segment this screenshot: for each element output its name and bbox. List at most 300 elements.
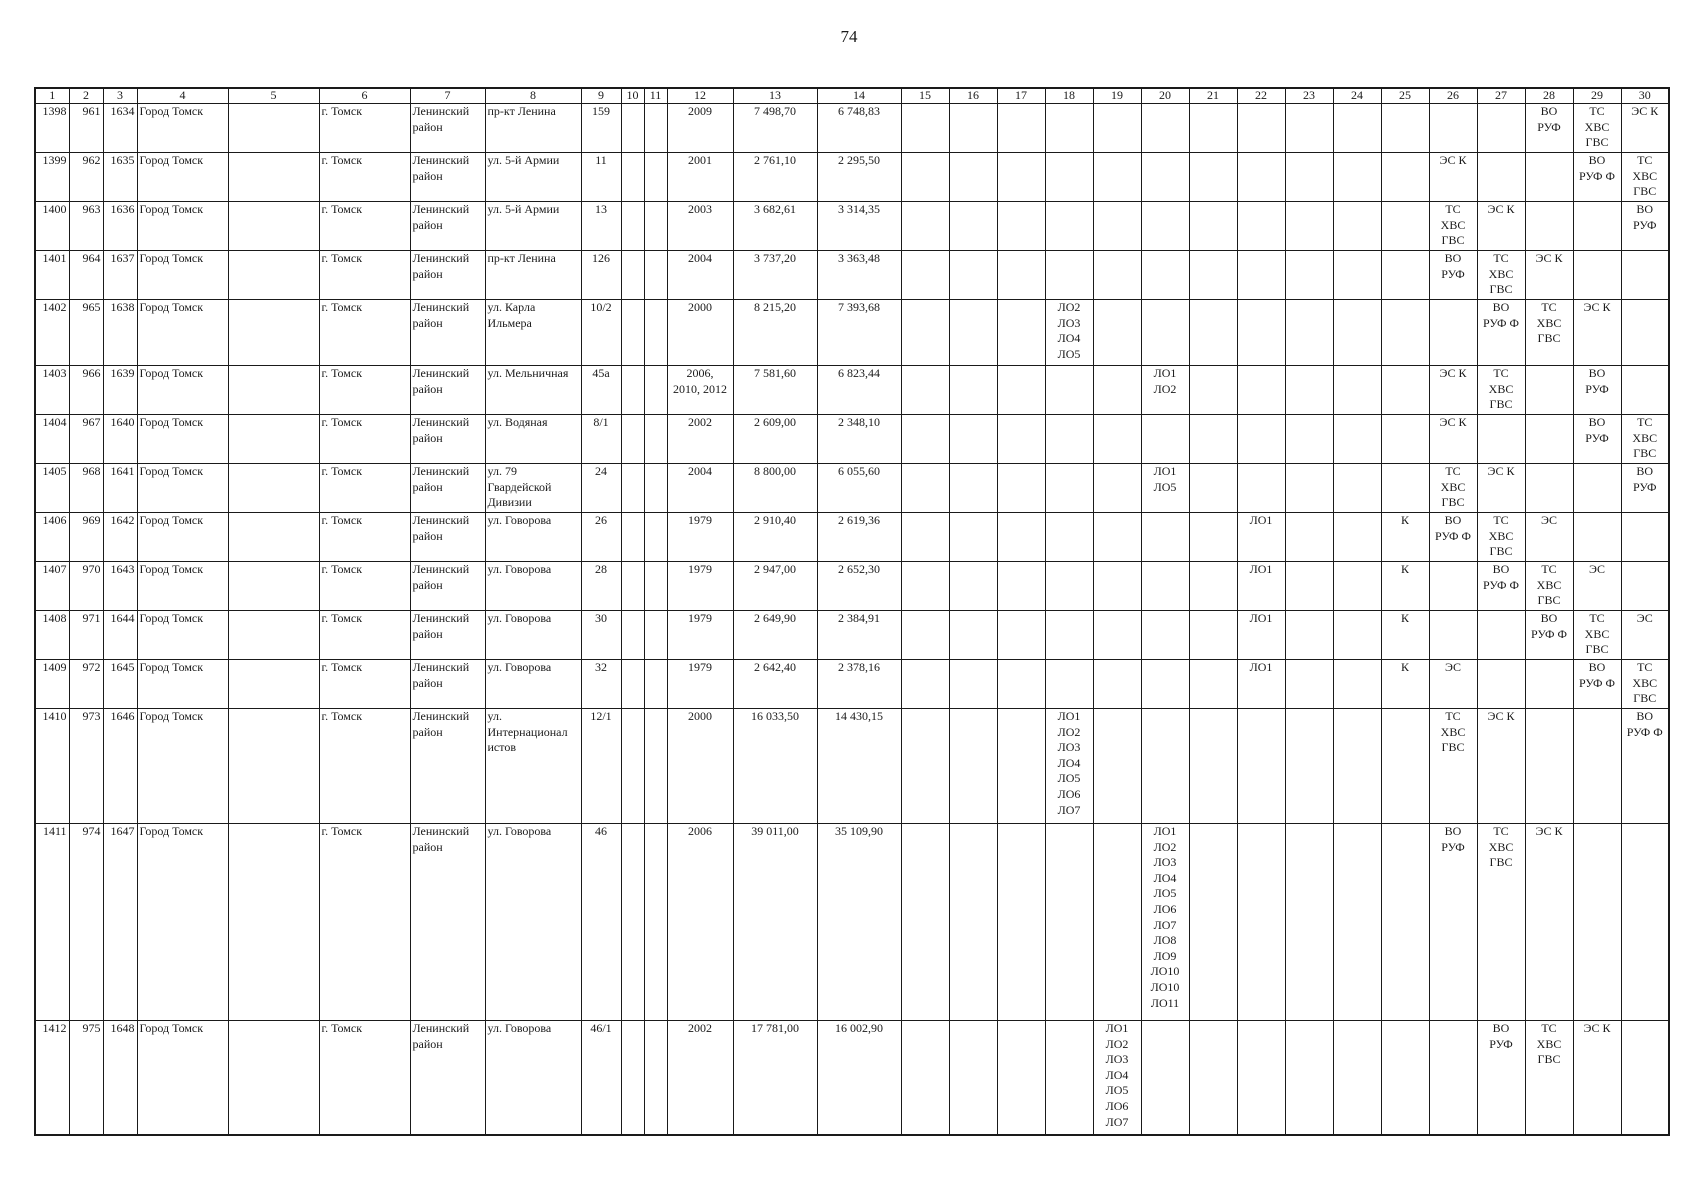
table-cell-col-21 xyxy=(1189,300,1237,366)
table-cell-col-10 xyxy=(621,104,644,153)
table-cell-col-10 xyxy=(621,464,644,513)
table-cell-col-8: ул. Говорова xyxy=(485,562,581,611)
table-cell-col-28 xyxy=(1525,415,1573,464)
table-cell-col-8: ул. 5-й Армии xyxy=(485,153,581,202)
table-cell-col-20: ЛО1 ЛО5 xyxy=(1141,464,1189,513)
table-cell-col-18 xyxy=(1045,202,1093,251)
table-cell-col-2: 973 xyxy=(69,709,103,824)
table-cell-col-30: ВО РУФ xyxy=(1621,464,1669,513)
table-cell-col-28: ВО РУФ Ф xyxy=(1525,611,1573,660)
table-cell-col-29: ТС ХВС ГВС xyxy=(1573,611,1621,660)
table-cell-col-11 xyxy=(644,104,667,153)
table-body xyxy=(35,104,1669,1135)
table-cell-col-18 xyxy=(1045,562,1093,611)
table-cell-col-20 xyxy=(1141,104,1189,153)
column-header-18: 18 xyxy=(1045,88,1093,104)
column-header-13: 13 xyxy=(733,88,817,104)
table-cell-col-28: ЭС К xyxy=(1525,251,1573,300)
column-header-10: 10 xyxy=(621,88,644,104)
table-cell-col-12: 2003 xyxy=(667,202,733,251)
table-cell-col-28: ЭС xyxy=(1525,513,1573,562)
table-cell-col-16 xyxy=(949,104,997,153)
table-cell-col-15 xyxy=(901,824,949,1021)
table-cell-col-23 xyxy=(1285,415,1333,464)
table-cell-col-7: Ленинский район xyxy=(410,464,485,513)
table-cell-col-23 xyxy=(1285,824,1333,1021)
table-cell-col-7: Ленинский район xyxy=(410,202,485,251)
table-cell-col-22 xyxy=(1237,153,1285,202)
table-cell-col-26: ВО РУФ Ф xyxy=(1429,513,1477,562)
table-cell-col-1: 1407 xyxy=(35,562,69,611)
table-cell-col-9: 8/1 xyxy=(581,415,621,464)
table-cell-col-13: 7 581,60 xyxy=(733,366,817,415)
table-cell-col-16 xyxy=(949,251,997,300)
table-cell-col-21 xyxy=(1189,1021,1237,1135)
table-cell-col-20 xyxy=(1141,660,1189,709)
table-cell-col-16 xyxy=(949,464,997,513)
table-cell-col-14: 6 055,60 xyxy=(817,464,901,513)
table-cell-col-6: г. Томск xyxy=(319,709,410,824)
table-cell-col-26: ЭС К xyxy=(1429,153,1477,202)
table-cell-col-18 xyxy=(1045,1021,1093,1135)
table-cell-col-15 xyxy=(901,611,949,660)
column-header-1: 1 xyxy=(35,88,69,104)
table-cell-col-4: Город Томск xyxy=(137,464,228,513)
table-cell-col-1: 1398 xyxy=(35,104,69,153)
table-cell-col-27: ЭС К xyxy=(1477,709,1525,824)
table-cell-col-20 xyxy=(1141,153,1189,202)
table-cell-col-15 xyxy=(901,251,949,300)
table-cell-col-4: Город Томск xyxy=(137,104,228,153)
table-cell-col-5 xyxy=(228,824,319,1021)
table-cell-col-15 xyxy=(901,153,949,202)
table-cell-col-30 xyxy=(1621,366,1669,415)
table-cell-col-1: 1406 xyxy=(35,513,69,562)
table-cell-col-19 xyxy=(1093,824,1141,1021)
table-cell-col-17 xyxy=(997,415,1045,464)
table-cell-col-2: 964 xyxy=(69,251,103,300)
table-cell-col-11 xyxy=(644,464,667,513)
table-cell-col-10 xyxy=(621,153,644,202)
table-cell-col-24 xyxy=(1333,1021,1381,1135)
table-cell-col-2: 962 xyxy=(69,153,103,202)
table-cell-col-22: ЛО1 xyxy=(1237,660,1285,709)
table-cell-col-14: 14 430,15 xyxy=(817,709,901,824)
table-cell-col-25 xyxy=(1381,300,1429,366)
table-cell-col-13: 16 033,50 xyxy=(733,709,817,824)
table-cell-col-3: 1641 xyxy=(103,464,137,513)
table-cell-col-30 xyxy=(1621,251,1669,300)
table-cell-col-7: Ленинский район xyxy=(410,366,485,415)
table-cell-col-7: Ленинский район xyxy=(410,1021,485,1135)
table-cell-col-21 xyxy=(1189,513,1237,562)
table-row xyxy=(35,251,1669,300)
table-cell-col-18: ЛО2 ЛО3 ЛО4 ЛО5 xyxy=(1045,300,1093,366)
table-cell-col-21 xyxy=(1189,202,1237,251)
table-cell-col-8: ул. Говорова xyxy=(485,660,581,709)
table-cell-col-28 xyxy=(1525,660,1573,709)
table-cell-col-21 xyxy=(1189,104,1237,153)
table-cell-col-4: Город Томск xyxy=(137,300,228,366)
table-cell-col-5 xyxy=(228,1021,319,1135)
table-cell-col-14: 2 384,91 xyxy=(817,611,901,660)
table-cell-col-11 xyxy=(644,251,667,300)
table-cell-col-3: 1635 xyxy=(103,153,137,202)
table-cell-col-17 xyxy=(997,104,1045,153)
table-cell-col-30 xyxy=(1621,824,1669,1021)
registry-table xyxy=(34,87,1670,1136)
table-cell-col-1: 1405 xyxy=(35,464,69,513)
table-cell-col-2: 968 xyxy=(69,464,103,513)
table-cell-col-24 xyxy=(1333,104,1381,153)
table-cell-col-27: ВО РУФ Ф xyxy=(1477,300,1525,366)
table-cell-col-7: Ленинский район xyxy=(410,660,485,709)
table-cell-col-4: Город Томск xyxy=(137,513,228,562)
table-cell-col-8: пр-кт Ленина xyxy=(485,251,581,300)
table-cell-col-6: г. Томск xyxy=(319,464,410,513)
column-header-4: 4 xyxy=(137,88,228,104)
table-cell-col-15 xyxy=(901,660,949,709)
table-cell-col-20: ЛО1 ЛО2 xyxy=(1141,366,1189,415)
table-cell-col-29 xyxy=(1573,464,1621,513)
table-cell-col-23 xyxy=(1285,513,1333,562)
table-cell-col-25 xyxy=(1381,464,1429,513)
column-number-header-row xyxy=(35,88,1669,104)
table-cell-col-10 xyxy=(621,611,644,660)
table-cell-col-20 xyxy=(1141,1021,1189,1135)
table-cell-col-7: Ленинский район xyxy=(410,709,485,824)
table-cell-col-6: г. Томск xyxy=(319,611,410,660)
table-cell-col-1: 1402 xyxy=(35,300,69,366)
table-cell-col-27: ЭС К xyxy=(1477,202,1525,251)
table-cell-col-29: ВО РУФ xyxy=(1573,415,1621,464)
table-cell-col-13: 17 781,00 xyxy=(733,1021,817,1135)
column-header-7: 7 xyxy=(410,88,485,104)
table-cell-col-8: ул. 79 Гвардейской Дивизии xyxy=(485,464,581,513)
table-cell-col-17 xyxy=(997,1021,1045,1135)
table-cell-col-14: 2 348,10 xyxy=(817,415,901,464)
table-cell-col-16 xyxy=(949,660,997,709)
column-header-8: 8 xyxy=(485,88,581,104)
table-cell-col-14: 2 295,50 xyxy=(817,153,901,202)
table-cell-col-28 xyxy=(1525,366,1573,415)
table-cell-col-30 xyxy=(1621,562,1669,611)
table-cell-col-11 xyxy=(644,824,667,1021)
table-cell-col-21 xyxy=(1189,464,1237,513)
table-cell-col-1: 1401 xyxy=(35,251,69,300)
table-cell-col-10 xyxy=(621,366,644,415)
table-cell-col-19 xyxy=(1093,709,1141,824)
table-cell-col-12: 2004 xyxy=(667,251,733,300)
table-cell-col-5 xyxy=(228,153,319,202)
table-cell-col-9: 11 xyxy=(581,153,621,202)
table-cell-col-4: Город Томск xyxy=(137,824,228,1021)
table-cell-col-24 xyxy=(1333,660,1381,709)
table-cell-col-19 xyxy=(1093,104,1141,153)
table-cell-col-20 xyxy=(1141,562,1189,611)
table-cell-col-16 xyxy=(949,366,997,415)
table-cell-col-11 xyxy=(644,366,667,415)
table-cell-col-3: 1645 xyxy=(103,660,137,709)
table-cell-col-21 xyxy=(1189,660,1237,709)
table-cell-col-29: ВО РУФ Ф xyxy=(1573,660,1621,709)
table-cell-col-30 xyxy=(1621,513,1669,562)
table-cell-col-18 xyxy=(1045,104,1093,153)
table-cell-col-19 xyxy=(1093,513,1141,562)
table-cell-col-15 xyxy=(901,709,949,824)
table-cell-col-29: ЭС xyxy=(1573,562,1621,611)
table-cell-col-10 xyxy=(621,709,644,824)
table-cell-col-26 xyxy=(1429,562,1477,611)
table-cell-col-26: ВО РУФ xyxy=(1429,824,1477,1021)
table-cell-col-1: 1408 xyxy=(35,611,69,660)
table-cell-col-8: ул. Интернационал истов xyxy=(485,709,581,824)
table-cell-col-2: 972 xyxy=(69,660,103,709)
column-header-20: 20 xyxy=(1141,88,1189,104)
table-cell-col-12: 2001 xyxy=(667,153,733,202)
table-cell-col-26: ТС ХВС ГВС xyxy=(1429,464,1477,513)
table-cell-col-28 xyxy=(1525,709,1573,824)
table-cell-col-9: 45а xyxy=(581,366,621,415)
table-cell-col-9: 10/2 xyxy=(581,300,621,366)
table-cell-col-12: 1979 xyxy=(667,611,733,660)
table-cell-col-3: 1647 xyxy=(103,824,137,1021)
column-header-22: 22 xyxy=(1237,88,1285,104)
table-row xyxy=(35,202,1669,251)
table-cell-col-15 xyxy=(901,202,949,251)
table-cell-col-1: 1410 xyxy=(35,709,69,824)
table-cell-col-9: 159 xyxy=(581,104,621,153)
table-cell-col-20: ЛО1 ЛО2 ЛО3 ЛО4 ЛО5 ЛО6 ЛО7 ЛО8 ЛО9 ЛО10 ЛО10 ЛО11 xyxy=(1141,824,1189,1021)
table-cell-col-4: Город Томск xyxy=(137,415,228,464)
table-cell-col-4: Город Томск xyxy=(137,366,228,415)
column-header-14: 14 xyxy=(817,88,901,104)
table-cell-col-1: 1399 xyxy=(35,153,69,202)
table-cell-col-9: 32 xyxy=(581,660,621,709)
table-cell-col-30: ЭС xyxy=(1621,611,1669,660)
column-header-11: 11 xyxy=(644,88,667,104)
table-cell-col-14: 2 378,16 xyxy=(817,660,901,709)
table-cell-col-4: Город Томск xyxy=(137,611,228,660)
column-header-30: 30 xyxy=(1621,88,1669,104)
table-cell-col-17 xyxy=(997,202,1045,251)
table-cell-col-30: ВО РУФ xyxy=(1621,202,1669,251)
table-cell-col-6: г. Томск xyxy=(319,366,410,415)
table-cell-col-20 xyxy=(1141,611,1189,660)
table-cell-col-7: Ленинский район xyxy=(410,153,485,202)
table-cell-col-2: 966 xyxy=(69,366,103,415)
table-cell-col-18 xyxy=(1045,366,1093,415)
table-cell-col-3: 1644 xyxy=(103,611,137,660)
column-header-27: 27 xyxy=(1477,88,1525,104)
table-cell-col-17 xyxy=(997,464,1045,513)
table-cell-col-12: 2002 xyxy=(667,415,733,464)
table-cell-col-6: г. Томск xyxy=(319,251,410,300)
table-cell-col-2: 969 xyxy=(69,513,103,562)
table-cell-col-10 xyxy=(621,251,644,300)
table-row xyxy=(35,464,1669,513)
table-cell-col-24 xyxy=(1333,513,1381,562)
table-cell-col-6: г. Томск xyxy=(319,660,410,709)
table-cell-col-6: г. Томск xyxy=(319,562,410,611)
column-header-29: 29 xyxy=(1573,88,1621,104)
table-cell-col-26 xyxy=(1429,104,1477,153)
table-cell-col-24 xyxy=(1333,366,1381,415)
table-cell-col-3: 1646 xyxy=(103,709,137,824)
table-cell-col-9: 24 xyxy=(581,464,621,513)
table-cell-col-13: 2 649,90 xyxy=(733,611,817,660)
table-cell-col-23 xyxy=(1285,562,1333,611)
table-cell-col-7: Ленинский район xyxy=(410,251,485,300)
table-cell-col-19 xyxy=(1093,153,1141,202)
table-cell-col-22 xyxy=(1237,366,1285,415)
table-cell-col-5 xyxy=(228,660,319,709)
table-cell-col-18 xyxy=(1045,415,1093,464)
table-cell-col-5 xyxy=(228,415,319,464)
table-cell-col-28: ВО РУФ xyxy=(1525,104,1573,153)
table-cell-col-25: К xyxy=(1381,611,1429,660)
table-cell-col-4: Город Томск xyxy=(137,709,228,824)
table-cell-col-12: 1979 xyxy=(667,660,733,709)
table-cell-col-15 xyxy=(901,415,949,464)
table-cell-col-19: ЛО1 ЛО2 ЛО3 ЛО4 ЛО5 ЛО6 ЛО7 xyxy=(1093,1021,1141,1135)
table-cell-col-13: 8 215,20 xyxy=(733,300,817,366)
table-cell-col-16 xyxy=(949,300,997,366)
table-cell-col-24 xyxy=(1333,153,1381,202)
table-cell-col-26: ВО РУФ xyxy=(1429,251,1477,300)
table-cell-col-9: 46/1 xyxy=(581,1021,621,1135)
column-header-24: 24 xyxy=(1333,88,1381,104)
table-cell-col-20 xyxy=(1141,251,1189,300)
table-row xyxy=(35,709,1669,824)
table-cell-col-6: г. Томск xyxy=(319,202,410,251)
table-cell-col-15 xyxy=(901,562,949,611)
table-cell-col-3: 1648 xyxy=(103,1021,137,1135)
table-cell-col-25 xyxy=(1381,202,1429,251)
table-cell-col-21 xyxy=(1189,824,1237,1021)
table-cell-col-14: 2 652,30 xyxy=(817,562,901,611)
table-cell-col-7: Ленинский район xyxy=(410,824,485,1021)
table-cell-col-29 xyxy=(1573,251,1621,300)
table-cell-col-30 xyxy=(1621,300,1669,366)
table-cell-col-27 xyxy=(1477,660,1525,709)
table-cell-col-3: 1634 xyxy=(103,104,137,153)
table-cell-col-27: ТС ХВС ГВС xyxy=(1477,366,1525,415)
table-cell-col-17 xyxy=(997,660,1045,709)
table-cell-col-28 xyxy=(1525,464,1573,513)
table-cell-col-4: Город Томск xyxy=(137,202,228,251)
table-cell-col-15 xyxy=(901,300,949,366)
table-cell-col-15 xyxy=(901,464,949,513)
column-header-25: 25 xyxy=(1381,88,1429,104)
column-header-5: 5 xyxy=(228,88,319,104)
table-cell-col-16 xyxy=(949,202,997,251)
table-cell-col-19 xyxy=(1093,611,1141,660)
table-cell-col-27 xyxy=(1477,153,1525,202)
column-header-17: 17 xyxy=(997,88,1045,104)
table-cell-col-22: ЛО1 xyxy=(1237,562,1285,611)
table-cell-col-17 xyxy=(997,366,1045,415)
table-cell-col-5 xyxy=(228,202,319,251)
table-cell-col-22 xyxy=(1237,104,1285,153)
table-cell-col-18: ЛО1 ЛО2 ЛО3 ЛО4 ЛО5 ЛО6 ЛО7 xyxy=(1045,709,1093,824)
table-cell-col-21 xyxy=(1189,251,1237,300)
table-cell-col-9: 12/1 xyxy=(581,709,621,824)
table-cell-col-4: Город Томск xyxy=(137,251,228,300)
table-cell-col-8: ул. Говорова xyxy=(485,824,581,1021)
table-cell-col-22 xyxy=(1237,709,1285,824)
table-cell-col-20 xyxy=(1141,202,1189,251)
table-row xyxy=(35,824,1669,1021)
table-cell-col-1: 1409 xyxy=(35,660,69,709)
table-cell-col-28: ЭС К xyxy=(1525,824,1573,1021)
table-cell-col-24 xyxy=(1333,300,1381,366)
table-cell-col-16 xyxy=(949,611,997,660)
table-cell-col-17 xyxy=(997,513,1045,562)
table-cell-col-7: Ленинский район xyxy=(410,415,485,464)
table-cell-col-8: ул. Говорова xyxy=(485,513,581,562)
table-cell-col-13: 2 609,00 xyxy=(733,415,817,464)
table-cell-col-22 xyxy=(1237,202,1285,251)
table-cell-col-29 xyxy=(1573,709,1621,824)
table-cell-col-14: 35 109,90 xyxy=(817,824,901,1021)
table-cell-col-13: 2 947,00 xyxy=(733,562,817,611)
table-row xyxy=(35,611,1669,660)
table-cell-col-23 xyxy=(1285,1021,1333,1135)
table-cell-col-8: ул. Мельничная xyxy=(485,366,581,415)
table-cell-col-16 xyxy=(949,1021,997,1135)
table-cell-col-6: г. Томск xyxy=(319,104,410,153)
table-cell-col-30: ТС ХВС ГВС xyxy=(1621,415,1669,464)
column-header-2: 2 xyxy=(69,88,103,104)
column-header-16: 16 xyxy=(949,88,997,104)
table-cell-col-10 xyxy=(621,824,644,1021)
table-cell-col-3: 1642 xyxy=(103,513,137,562)
table-cell-col-2: 974 xyxy=(69,824,103,1021)
table-row xyxy=(35,300,1669,366)
table-cell-col-18 xyxy=(1045,251,1093,300)
table-cell-col-9: 126 xyxy=(581,251,621,300)
table-cell-col-12: 1979 xyxy=(667,513,733,562)
table-cell-col-23 xyxy=(1285,464,1333,513)
table-cell-col-26: ТС ХВС ГВС xyxy=(1429,202,1477,251)
table-cell-col-27 xyxy=(1477,415,1525,464)
table-cell-col-7: Ленинский район xyxy=(410,300,485,366)
table-cell-col-14: 2 619,36 xyxy=(817,513,901,562)
table-cell-col-21 xyxy=(1189,611,1237,660)
table-cell-col-28: ТС ХВС ГВС xyxy=(1525,300,1573,366)
table-cell-col-18 xyxy=(1045,513,1093,562)
table-cell-col-10 xyxy=(621,562,644,611)
table-cell-col-24 xyxy=(1333,709,1381,824)
table-cell-col-24 xyxy=(1333,464,1381,513)
table-cell-col-2: 975 xyxy=(69,1021,103,1135)
table-cell-col-6: г. Томск xyxy=(319,513,410,562)
table-cell-col-21 xyxy=(1189,415,1237,464)
table-cell-col-23 xyxy=(1285,104,1333,153)
table-cell-col-11 xyxy=(644,153,667,202)
table-cell-col-14: 16 002,90 xyxy=(817,1021,901,1135)
table-cell-col-6: г. Томск xyxy=(319,1021,410,1135)
table-cell-col-9: 30 xyxy=(581,611,621,660)
table-cell-col-22: ЛО1 xyxy=(1237,513,1285,562)
table-row xyxy=(35,415,1669,464)
table-cell-col-4: Город Томск xyxy=(137,562,228,611)
table-cell-col-8: ул. 5-й Армии xyxy=(485,202,581,251)
table-cell-col-14: 3 314,35 xyxy=(817,202,901,251)
table-cell-col-12: 2000 xyxy=(667,300,733,366)
table-cell-col-19 xyxy=(1093,202,1141,251)
